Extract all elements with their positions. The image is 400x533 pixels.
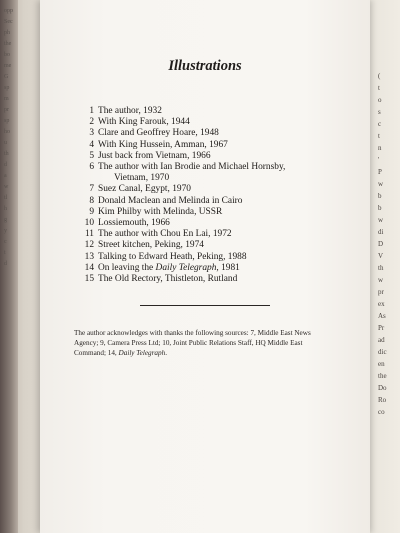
illustration-item-continuation [74,173,354,184]
illustration-caption-text: Clare and Geoffrey Hoare, 1948 [98,128,219,139]
acknowledgement-italic: Daily Telegraph [118,349,166,357]
left-page-fragment: h [4,206,7,212]
page-title: Illustrations [168,58,242,74]
illustration-item [74,196,354,207]
right-page-fragment: P [378,168,382,176]
acknowledgement-text: The author acknowledges with thanks the following sources: 7, Middle East News Agency; 9, Camera Press Ltd; 10, Joint Public Relations Staff, HQ Middle East Command; 14, [74,329,311,357]
illustration-number: 7 [89,184,94,195]
illustration-caption-text: The author, 1932 [98,106,162,116]
illustration-caption-text: With King Hussein, Amman, 1967 [98,139,228,150]
right-page-fragment: n [378,144,382,152]
left-page-fragment: u [4,140,7,146]
left-page-fragment: Sec [4,19,13,25]
illustration-item [74,117,354,128]
illustration-caption [98,128,354,139]
illustration-caption-prefix: On leaving the [98,262,156,273]
illustration-caption-text: The Old Rectory, Thistleton, Rutland [98,274,238,285]
right-page-fragment: en [378,360,385,368]
illustration-item [74,274,354,285]
right-page-fragment: w [378,276,384,284]
right-page-fragment: ex [378,300,385,308]
right-page-fragment: co [378,408,385,416]
left-page-fragment: sp [4,118,10,124]
illustration-item [74,229,354,240]
right-page-fragment: b [378,192,382,200]
left-page-text [4,6,28,270]
illustration-caption-text: Street kitchen, Peking, 1974 [98,240,204,251]
left-page-fragment: G [4,74,9,80]
right-page-fragment: o [378,96,382,104]
illustration-caption [98,140,354,151]
left-page-fragment: opp [4,8,13,14]
left-page-fragment: th [4,151,9,157]
left-page-fragment: m [4,96,9,102]
right-page-fragment: b [378,204,382,212]
illustration-item [74,151,354,162]
left-page-fragment: g [4,217,7,223]
illustration-caption-text: Just back from Vietnam, 1966 [98,150,211,161]
illustration-item [74,162,354,173]
illustration-item [74,252,354,263]
illustration-number: 5 [89,150,94,161]
illustration-item [74,263,354,274]
right-page-fragment: di [378,228,384,236]
illustration-caption [98,207,354,218]
illustration-number: 9 [89,206,94,217]
right-page-fragment: D [378,240,384,248]
illustration-caption [98,106,354,117]
left-page-fragment: w [4,184,9,190]
right-page-fragment: Pr [378,324,385,332]
illustration-number: 4 [89,139,94,150]
right-page-fragment: t [378,132,380,140]
illustration-item [74,207,354,218]
left-page-fragment: ph [4,30,10,36]
left-page-fragment: ho [4,129,10,135]
left-page-fragment: d [4,261,7,267]
left-page-fragment: bo [4,52,10,58]
acknowledgement [74,328,330,358]
illustration-number: 15 [84,274,94,285]
illustrations-list [74,106,354,285]
left-page-fragment: a [4,173,7,179]
illustration-item [74,218,354,229]
illustration-caption-text: Donald Maclean and Melinda in Cairo [98,195,243,206]
illustration-caption [98,263,354,274]
right-page-fragment: the [378,372,387,380]
illustration-caption-continuation: Vietnam, 1970 [114,173,170,184]
left-page-fragment: y [4,228,7,234]
left-page-fragment: c [4,239,7,245]
illustration-number: 14 [84,262,94,273]
illustration-caption-text: Kim Philby with Melinda, USSR [98,206,223,217]
right-page-fragment: Do [378,384,387,392]
illustration-number: 13 [84,251,94,262]
right-page-fragment: V [378,252,384,260]
illustration-caption-text: Suez Canal, Egypt, 1970 [98,184,191,195]
illustration-caption [98,196,354,207]
illustration-caption [98,151,354,162]
left-page-fragment: me [4,63,12,69]
illustration-number: 1 [89,106,94,116]
right-page-fragment: w [378,180,384,188]
illustration-caption [98,218,354,229]
left-page-fragment: the [4,41,12,47]
illustration-caption-text: Lossiemouth, 1966 [98,218,170,229]
divider-rule [140,305,270,306]
left-page-fragment: d [4,162,7,168]
illustration-item [74,106,354,117]
left-page-fragment: sp [4,85,10,91]
left-page-fragment: pr [4,107,9,113]
illustration-caption [98,117,354,128]
illustration-caption [98,184,354,195]
right-page-text [378,70,400,418]
illustration-item [74,240,354,251]
left-page-fragment: tl [4,195,8,201]
illustration-item [74,140,354,151]
right-page-fragment: Ro [378,396,387,404]
illustration-caption [98,274,354,285]
right-page-fragment: th [378,264,384,272]
illustrations-page [40,0,370,533]
illustration-caption [98,240,354,251]
illustration-number: 11 [84,229,94,240]
illustration-caption-suffix: , 1981 [216,262,240,273]
illustration-item [74,184,354,195]
illustration-caption-text: The author with Ian Brodie and Michael Hornsby, [98,162,286,173]
right-page-fragment: As [378,312,386,320]
illustration-caption-text: Talking to Edward Heath, Peking, 1988 [98,251,247,262]
illustration-caption [98,162,354,173]
illustration-number: 8 [89,195,94,206]
illustration-caption-text: With King Farouk, 1944 [98,117,190,128]
left-page-fragment: t [4,250,6,256]
illustration-caption-text: The author with Chou En Lai, 1972 [98,229,232,240]
right-page-fragment: ( [378,72,381,80]
illustration-caption-italic: Daily Telegraph [155,262,217,273]
illustration-item [74,128,354,139]
illustration-number: 3 [89,128,94,139]
right-page-fragment: s [378,108,381,116]
illustration-number: 2 [89,117,94,128]
illustration-number: 12 [84,240,94,251]
illustration-caption [98,229,354,240]
right-page-fragment: w [378,216,384,224]
right-page-fragment: ad [378,336,385,344]
acknowledgement-suffix: . [165,349,167,357]
illustration-number: 10 [84,218,94,229]
right-page-fragment: c [378,120,382,128]
illustration-caption [98,252,354,263]
illustration-number: 6 [89,162,94,173]
right-page-fragment: dic [378,348,387,356]
right-page-fragment: ' [378,156,380,164]
right-page-fragment: t [378,84,380,92]
right-page-fragment: pr [378,288,384,296]
